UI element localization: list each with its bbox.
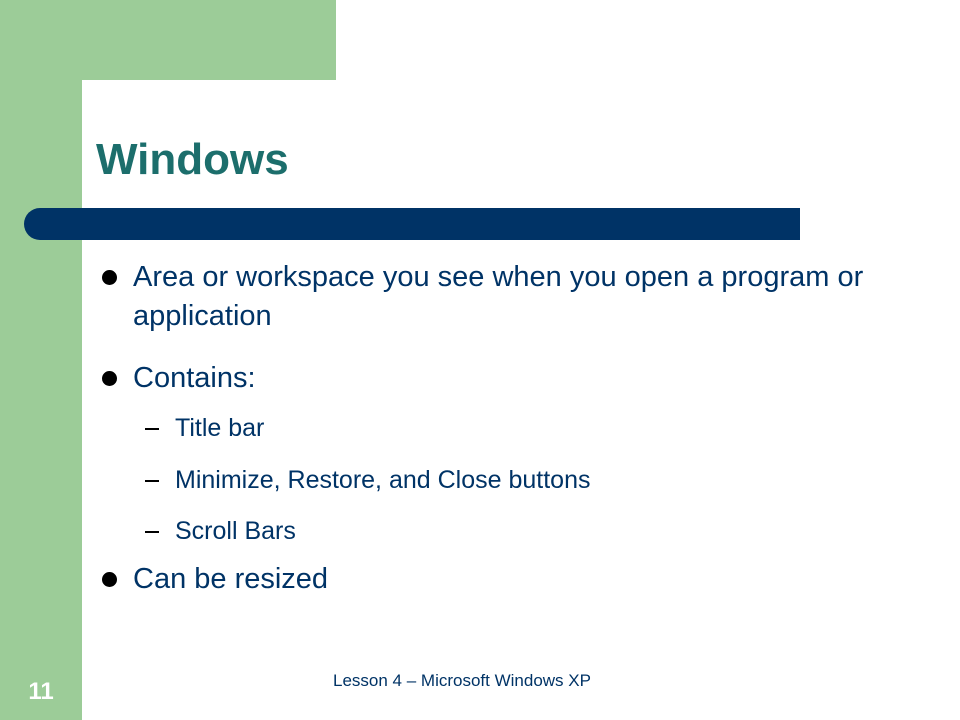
bullet-item-workspace: Area or workspace you see when you open a program or application	[133, 261, 864, 332]
sub-bullet-dash-icon	[145, 428, 159, 430]
sub-bullet-dash-icon	[145, 531, 159, 533]
title-divider-bar	[24, 208, 800, 240]
bullet-dot-icon	[102, 270, 117, 285]
bullet-dot-icon	[102, 371, 117, 386]
bullet-item-resized: Can be resized	[133, 563, 329, 595]
slide-title: Windows	[96, 135, 289, 184]
slide-footer: Lesson 4 – Microsoft Windows XP	[333, 671, 591, 690]
sub-item-window-buttons: Minimize, Restore, and Close buttons	[175, 466, 591, 494]
top-green-band	[0, 0, 336, 80]
slide-number: 11	[28, 678, 54, 705]
sub-item-title-bar: Title bar	[175, 414, 265, 442]
sub-item-scroll-bars: Scroll Bars	[175, 517, 296, 545]
bullet-item-contains: Contains:	[133, 362, 256, 394]
left-green-band	[0, 0, 82, 720]
sub-bullet-dash-icon	[145, 480, 159, 482]
bullet-dot-icon	[102, 572, 117, 587]
